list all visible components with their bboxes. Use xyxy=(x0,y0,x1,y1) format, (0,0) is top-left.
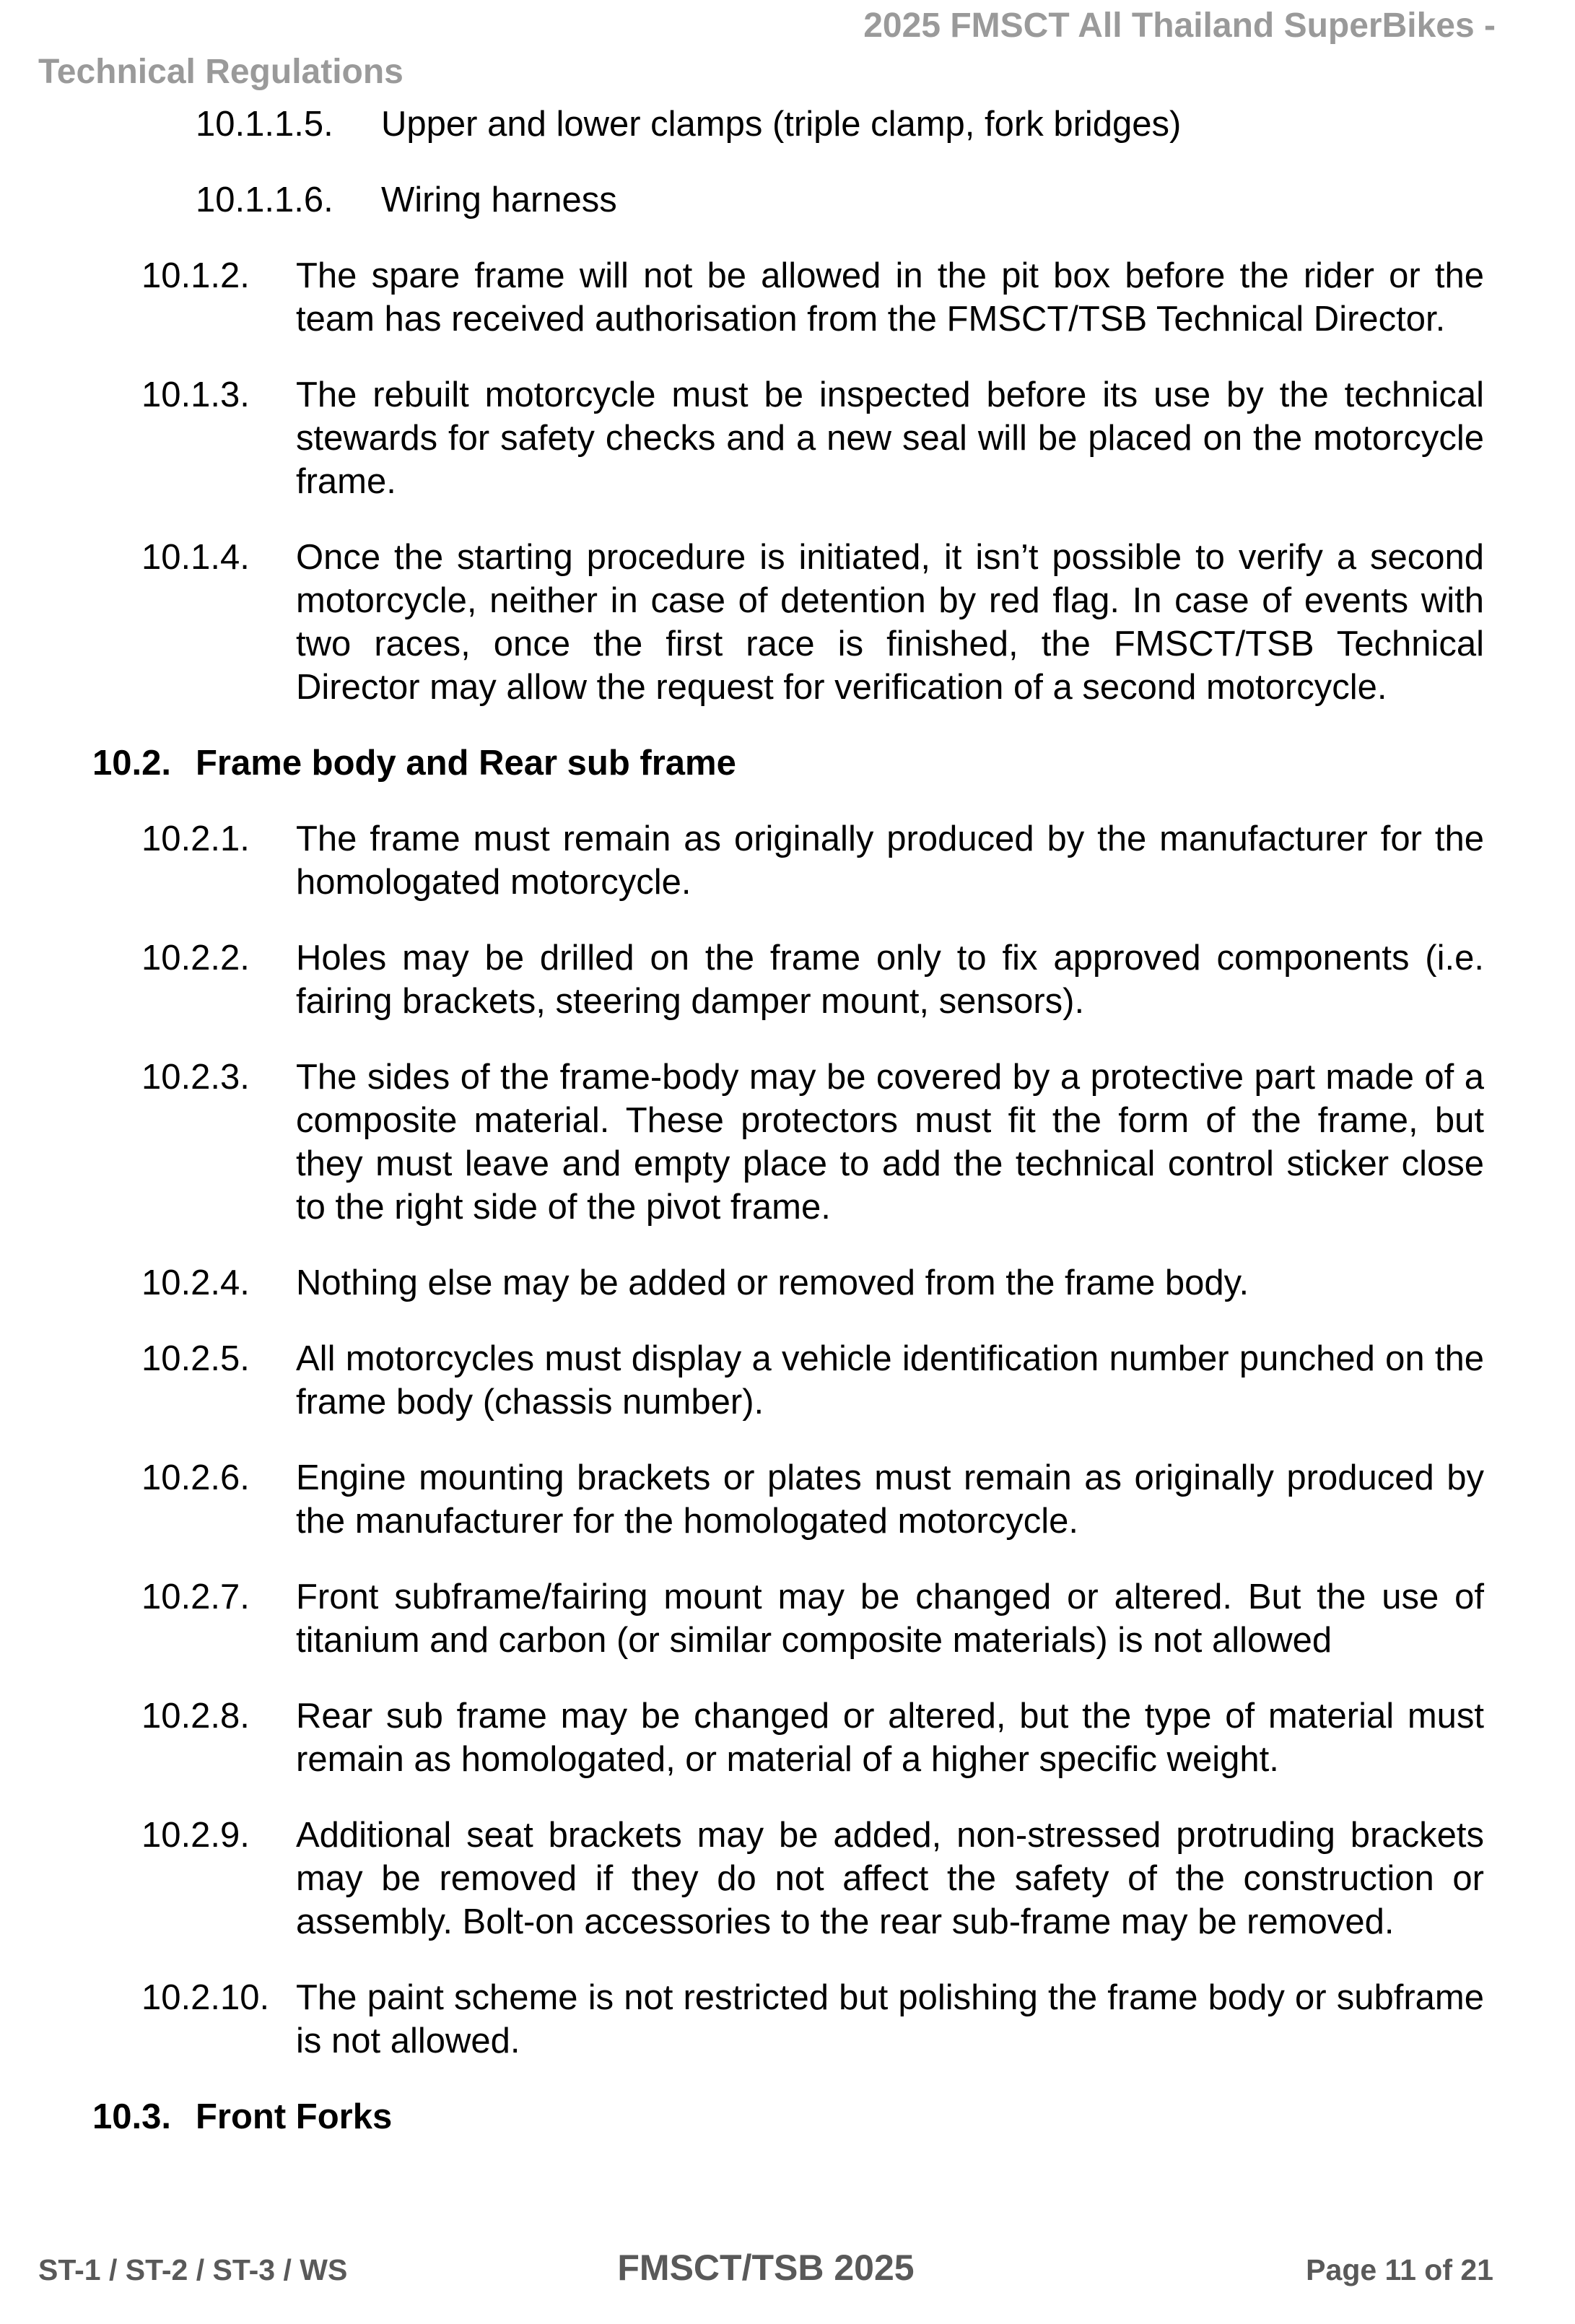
clause-number: 10.2.7. xyxy=(141,1577,250,1616)
clause-text: Holes may be drilled on the frame only to fix approved components (i.e. fairing brackets, steering damper mount, sensors). xyxy=(296,939,1484,1021)
clause-text: Additional seat brackets may be added, non-stressed protruding brackets may be removed if they do not affect the safety of the construction or assembly. Bolt-on accessories to the rear sub-frame may be removed. xyxy=(296,1816,1484,1941)
header-title-line1: 2025 FMSCT All Thailand SuperBikes - xyxy=(863,6,1496,45)
clause-text: Nothing else may be added or removed from the frame body. xyxy=(296,1263,1249,1302)
clause-text: The paint scheme is not restricted but polishing the frame body or subframe is not allowed. xyxy=(296,1978,1484,2060)
clause-10-2-5 xyxy=(0,1337,1575,1424)
clause-text: Wiring harness xyxy=(381,180,617,219)
section-title: Front Forks xyxy=(196,2097,393,2136)
clause-10-2-1 xyxy=(0,817,1575,904)
clause-10-1-1-6 xyxy=(0,178,1575,222)
clause-text: Front subframe/fairing mount may be changed or altered. But the use of titanium and carbon (or similar composite materials) is not allowed xyxy=(296,1577,1484,1660)
section-number: 10.2. xyxy=(92,744,171,783)
clause-number: 10.2.10. xyxy=(141,1978,270,2017)
page-footer xyxy=(0,2247,1575,2289)
clause-10-2-10 xyxy=(0,1976,1575,2063)
regulations-content xyxy=(0,103,1575,2138)
clause-number: 10.2.3. xyxy=(141,1058,250,1097)
clause-text: The rebuilt motorcycle must be inspected before its use by the technical stewards for safety checks and a new seal will be placed on the motorcycle frame. xyxy=(296,375,1484,501)
section-heading-10-3 xyxy=(0,2095,1575,2138)
clause-number: 10.2.6. xyxy=(141,1458,250,1497)
clause-number: 10.2.2. xyxy=(141,939,250,978)
header-title-line2: Technical Regulations xyxy=(38,53,403,91)
clause-10-1-3 xyxy=(0,373,1575,503)
clause-text: The spare frame will not be allowed in the pit box before the rider or the team has received authorisation from the FMSCT/TSB Technical Director. xyxy=(296,256,1484,339)
clause-text: The sides of the frame-body may be covered by a protective part made of a composite material. These protectors must fit the form of the frame, but they must leave and empty place to add the technical control sticker close to the right side of the pivot frame. xyxy=(296,1058,1484,1227)
clause-number: 10.1.1.5. xyxy=(196,105,333,144)
clause-number: 10.1.3. xyxy=(141,375,250,414)
clause-number: 10.2.4. xyxy=(141,1263,250,1302)
clause-text: Engine mounting brackets or plates must remain as originally produced by the manufacturer for the homologated motorcycle. xyxy=(296,1458,1484,1541)
clause-number: 10.1.1.6. xyxy=(196,180,333,219)
clause-text: The frame must remain as originally produced by the manufacturer for the homologated motorcycle. xyxy=(296,819,1484,902)
clause-number: 10.2.5. xyxy=(141,1339,250,1378)
clause-10-2-3 xyxy=(0,1056,1575,1229)
clause-10-1-4 xyxy=(0,536,1575,709)
clause-10-2-2 xyxy=(0,936,1575,1023)
clause-number: 10.1.4. xyxy=(141,538,250,577)
clause-10-2-7 xyxy=(0,1575,1575,1662)
footer-document-label: FMSCT/TSB 2025 xyxy=(617,2247,915,2288)
clause-number: 10.2.1. xyxy=(141,819,250,858)
page-header xyxy=(0,0,1575,95)
section-title: Frame body and Rear sub frame xyxy=(196,744,736,783)
section-heading-10-2 xyxy=(0,741,1575,785)
clause-10-1-2 xyxy=(0,254,1575,341)
clause-10-2-8 xyxy=(0,1694,1575,1781)
clause-10-2-4 xyxy=(0,1261,1575,1305)
clause-text: Rear sub frame may be changed or altered, but the type of material must remain as homologated, or material of a higher specific weight. xyxy=(296,1697,1484,1779)
clause-text: Upper and lower clamps (triple clamp, fork bridges) xyxy=(381,105,1182,144)
clause-10-2-6 xyxy=(0,1456,1575,1543)
section-number: 10.3. xyxy=(92,2097,171,2136)
clause-10-1-1-5 xyxy=(0,103,1575,146)
footer-classes-label: ST-1 / ST-2 / ST-3 / WS xyxy=(38,2253,348,2286)
clause-text: All motorcycles must display a vehicle identification number punched on the frame body (chassis number). xyxy=(296,1339,1484,1422)
clause-number: 10.1.2. xyxy=(141,256,250,295)
footer-page-number: Page 11 of 21 xyxy=(1306,2253,1493,2286)
clause-text: Once the starting procedure is initiated, it isn’t possible to verify a second motorcycle, neither in case of detention by red flag. In case of events with two races, once the first race is finished, the FMSCT/TSB Technical Director may allow the request for verification of a second motorcycle. xyxy=(296,538,1484,707)
clause-10-2-9 xyxy=(0,1814,1575,1944)
clause-number: 10.2.8. xyxy=(141,1697,250,1736)
clause-number: 10.2.9. xyxy=(141,1816,250,1855)
